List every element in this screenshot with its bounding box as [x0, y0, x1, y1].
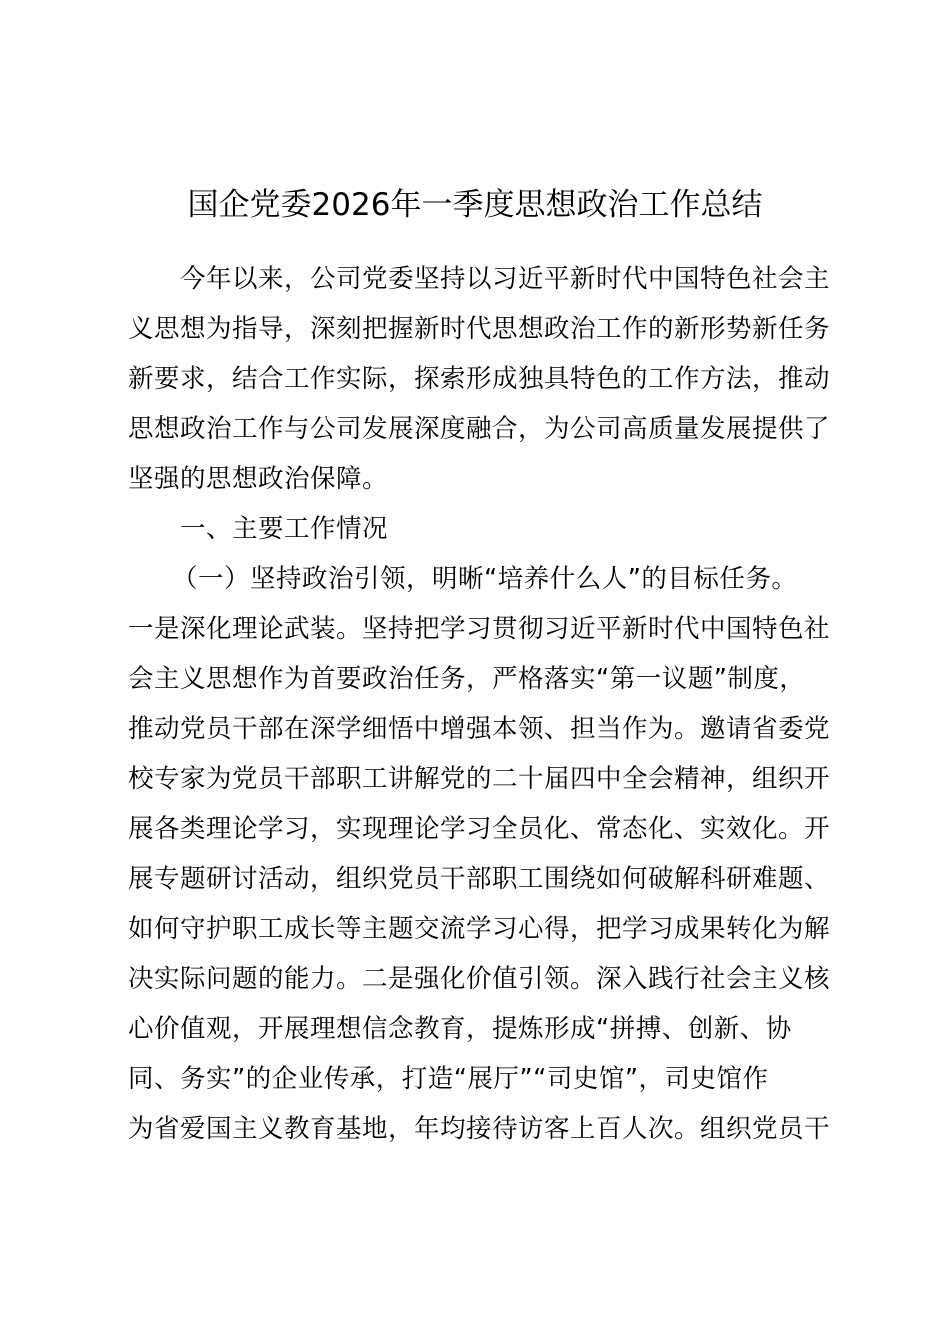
paragraph-line: 一是深化理论武装。坚持把学习贯彻习近平新时代中国特色社 — [128, 614, 831, 644]
paragraph-line: 为省爱国主义教育基地，年均接待访客上百人次。组织党员干 — [128, 1114, 831, 1144]
paragraph-line: 展专题研讨活动，组织党员干部职工围绕如何破解科研难题、 — [128, 864, 831, 894]
paragraph-line: 同、务实”的企业传承，打造“展厅”“司史馆”，司史馆作 — [128, 1064, 769, 1094]
section-heading: 一、主要工作情况 — [180, 514, 389, 544]
document-title: 国企党委2026年一季度思想政治工作总结 — [187, 187, 763, 223]
paragraph-line: 心价值观，开展理想信念教育，提炼形成“拼搏、创新、协 — [128, 1014, 792, 1044]
paragraph-line: 如何守护职工成长等主题交流学习心得，把学习成果转化为解 — [128, 914, 831, 944]
paragraph-line: 会主义思想作为首要政治任务，严格落实“第一议题”制度， — [128, 664, 806, 694]
paragraph-line: 新要求，结合工作实际，探索形成独具特色的工作方法，推动 — [128, 364, 831, 394]
paragraph-line: 推动党员干部在深学细悟中增强本领、担当作为。邀请省委党 — [128, 714, 831, 744]
subsection-heading: （一）坚持政治引领，明晰“培养什么人”的目标任务。 — [172, 564, 798, 594]
paragraph-line: 决实际问题的能力。二是强化价值引领。深入践行社会主义核 — [128, 964, 831, 994]
paragraph-line: 思想政治工作与公司发展深度融合，为公司高质量发展提供了 — [128, 414, 831, 444]
paragraph-line: 义思想为指导，深刻把握新时代思想政治工作的新形势新任务 — [128, 314, 831, 344]
paragraph-line: 今年以来，公司党委坚持以习近平新时代中国特色社会主 — [180, 264, 831, 294]
paragraph-line: 坚强的思想政治保障。 — [128, 464, 389, 494]
paragraph-line: 展各类理论学习，实现理论学习全员化、常态化、实效化。开 — [128, 814, 831, 844]
paragraph-line: 校专家为党员干部职工讲解党的二十届四中全会精神，组织开 — [128, 764, 831, 794]
